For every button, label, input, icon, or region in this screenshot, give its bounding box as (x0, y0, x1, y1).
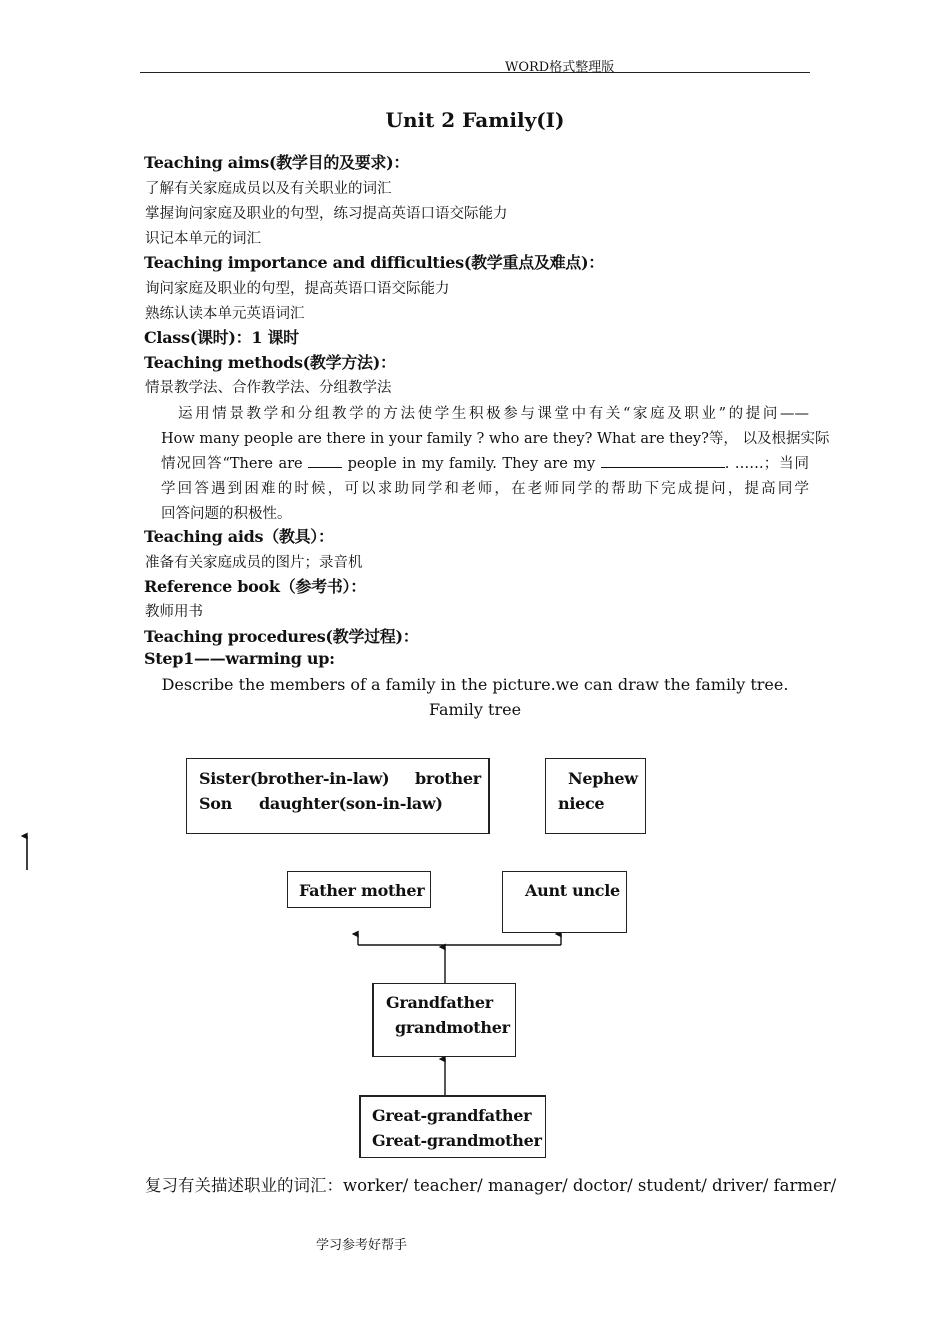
teaching-importance-heading: Teaching importance and difficulties(教学重点及难点)： (144, 253, 604, 272)
box-aunt-uncle (502, 871, 627, 933)
box-text: Great-grandfather (372, 1106, 532, 1125)
aims-line: 了解有关家庭成员以及有关职业的词汇 (145, 181, 392, 197)
family-tree-caption: Family tree (428, 700, 522, 719)
box-text: niece (558, 794, 605, 813)
importance-line: 熟练认读本单元英语词汇 (145, 306, 305, 322)
aims-line: 识记本单元的词汇 (145, 231, 261, 247)
box-father-mother (287, 871, 431, 908)
teaching-aims-heading: Teaching aims(教学目的及要求)： (144, 153, 410, 172)
document-title: Unit 2 Family(Ⅰ) (385, 108, 565, 132)
reference-line: 教师用书 (145, 604, 203, 620)
reference-book-heading: Reference book（参考书）： (144, 577, 366, 596)
importance-line: 询问家庭及职业的句型，提高英语口语交际能力 (145, 281, 450, 297)
box-text: Son (199, 794, 232, 813)
box-text: daughter(son-in-law) (259, 794, 443, 813)
step1-description: Describe the members of a family in the picture.we can draw the family tree. (161, 675, 789, 694)
step1-heading: Step1——warming up: (144, 649, 335, 668)
class-heading: Class(课时)：1 课时 (144, 328, 299, 347)
box-text: Nephew (568, 769, 638, 788)
occupations-line: 复习有关描述职业的词汇：worker/ teacher/ manager/ doctor/ student/ driver/ farmer/ (145, 1176, 837, 1195)
paragraph-text: How many people are there in your family ? who are they? What are they?等， 以及根据实际 (161, 431, 830, 447)
methods-line: 情景教学法、合作教学法、分组教学法 (145, 380, 392, 396)
box-text: Sister(brother-in-law) (199, 769, 390, 788)
box-great-grandparents (359, 1095, 546, 1158)
teaching-aids-heading: Teaching aids（教具）： (144, 527, 334, 546)
paragraph-fragment: . ……；当同 (724, 456, 810, 472)
box-siblings-children (186, 758, 490, 834)
box-text: brother (415, 769, 481, 788)
box-text: Aunt uncle (525, 881, 620, 900)
paragraph-text: 运用情景教学和分组教学的方法使学生积极参与课堂中有关“家庭及职业”的提问—— (178, 406, 809, 422)
page-footer: 学习参考好帮手 (316, 1238, 408, 1253)
paragraph-fragment: 情况回答“There are (161, 456, 303, 472)
aids-line: 准备有关家庭成员的图片；录音机 (145, 555, 363, 571)
page-header: WORD格式整理版 (505, 60, 615, 75)
box-text: grandmother (395, 1018, 510, 1037)
aims-line: 掌握询问家庭及职业的句型，练习提高英语口语交际能力 (145, 206, 508, 222)
methods-paragraph-line: 回答问题的积极性。 (161, 506, 292, 522)
teaching-procedures-heading: Teaching procedures(教学过程)： (144, 627, 419, 646)
teaching-methods-heading: Teaching methods(教学方法)： (144, 353, 396, 372)
paragraph-fragment: people in my family. They are my (347, 456, 596, 472)
box-text: Grandfather (386, 993, 493, 1012)
box-text: Father mother (299, 881, 425, 900)
box-text: Great-grandmother (372, 1131, 542, 1150)
paragraph-text: 学回答遇到困难的时候，可以求助同学和老师，在老师同学的帮助下完成提问，提高同学 (161, 481, 809, 497)
box-nephew-niece (545, 758, 646, 834)
box-grandparents (372, 983, 516, 1057)
